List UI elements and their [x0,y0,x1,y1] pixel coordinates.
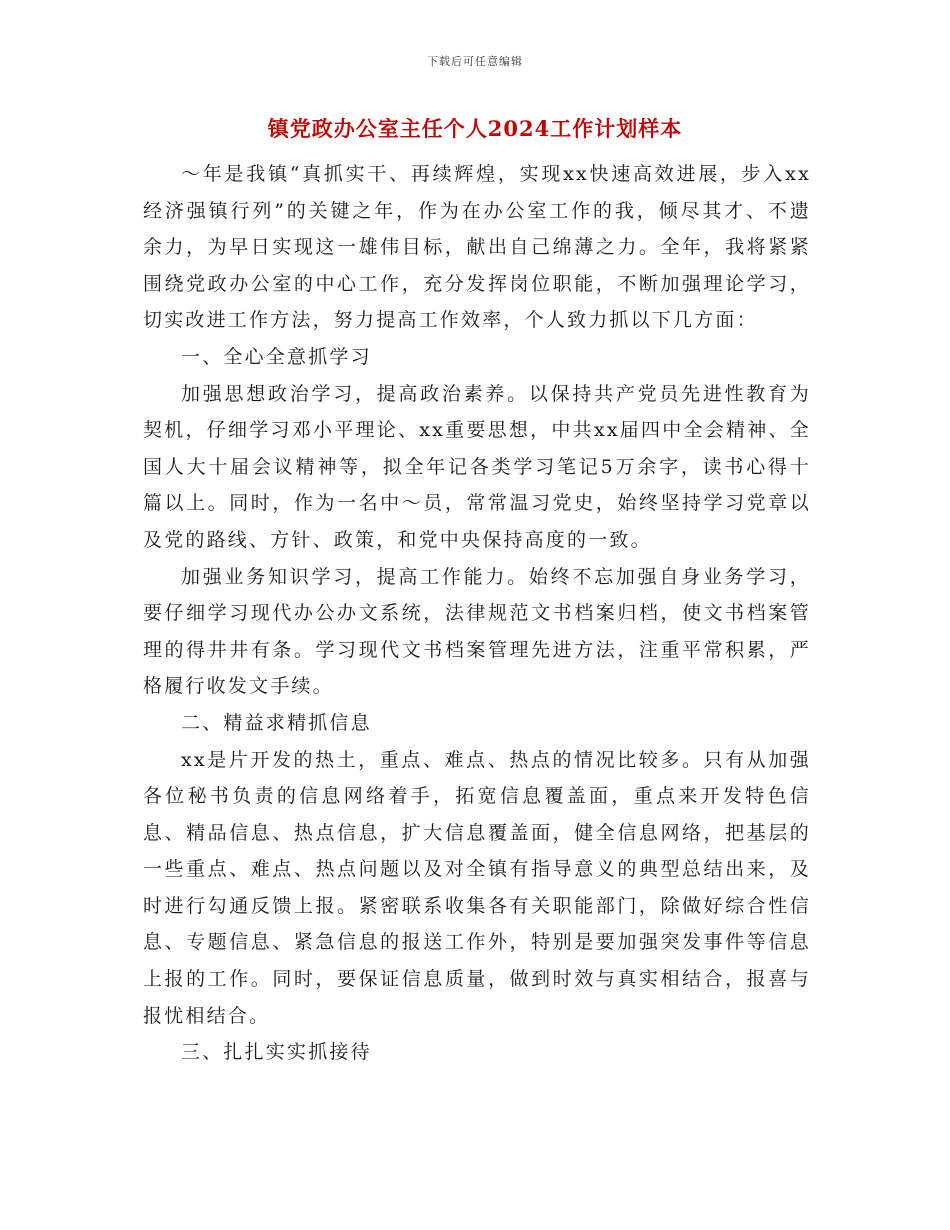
page-header-note: 下载后可任意编辑 [427,55,523,68]
section-heading-study: 一、全心全意抓学习 [181,345,372,368]
intro-paragraph: ～年是我镇“真抓实干、再续辉煌，实现xx快速高效进展，步入xx经济强镇行列”的关键之年，作为在办公室工作的我，倾尽其才、不遗余力，为早日实现这一雄伟目标，献出自己绵薄之力。全年，我将紧紧围绕党政办公室的中心工作，充分发挥岗位职能，不断加强理论学习，切实改进工作方法，努力提高工作效率，个人致力抓以下几方面： [143,163,811,332]
section-heading-information: 二、精益求精抓信息 [181,711,372,734]
document-body [143,156,811,1071]
paragraph-business-study: 加强业务知识学习，提高工作能力。始终不忘加强自身业务学习，要仔细学习现代办公办文系统，法律规范文书档案归档，使文书档案管理的得井井有条。学习现代文书档案管理先进方法，注重平常积累，严格履行收发文手续。 [143,565,811,698]
section-heading-reception: 三、扎扎实实抓接待 [181,1041,372,1064]
paragraph-information: xx是片开发的热土，重点、难点、热点的情况比较多。只有从加强各位秘书负责的信息网络着手，拓宽信息覆盖面，重点来开发特色信息、精品信息、热点信息，扩大信息覆盖面，健全信息网络，把基层的一些重点、难点、热点问题以及对全镇有指导意义的典型总结出来，及时进行勾通反馈上报。紧密联系收集各有关职能部门，除做好综合性信息、专题信息、紧急信息的报送工作外，特别是要加强突发事件等信息上报的工作。同时，要保证信息质量，做到时效与真实相结合，报喜与报忧相结合。 [143,748,811,1027]
paragraph-political-study: 加强思想政治学习，提高政治素养。以保持共产党员先进性教育为契机，仔细学习邓小平理论、xx重要思想，中共xx届四中全会精神、全国人大十届会议精神等，拟全年记各类学习笔记5万余字，读书心得十篇以上。同时，作为一名中～员，常常温习党史，始终坚持学习党章以及党的路线、方针、政策，和党中央保持高度的一致。 [143,382,811,551]
document-title: 镇党政办公室主任个人2024工作计划样本 [267,116,683,141]
